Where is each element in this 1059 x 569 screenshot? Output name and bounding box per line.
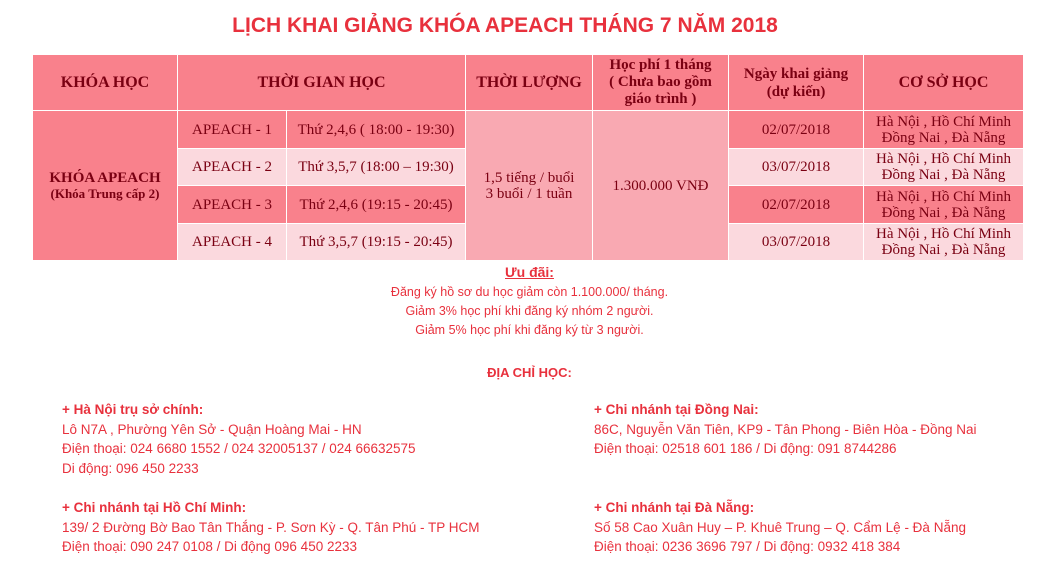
header-fee-line1: Học phí 1 tháng [609, 57, 712, 73]
class-time: Thứ 2,4,6 ( 18:00 - 19:30) [287, 111, 466, 149]
page-title: LỊCH KHAI GIẢNG KHÓA APEACH THÁNG 7 NĂM 2018 [232, 14, 778, 37]
branch-phone: Điện thoại: 090 247 0108 / Di động 096 450 2233 [62, 539, 357, 554]
location-cell [864, 186, 1024, 224]
schedule-table [32, 54, 1024, 261]
table-header-row [33, 55, 1024, 111]
branch-dongnai [594, 400, 976, 459]
location-line1: Hà Nội , Hồ Chí Minh [876, 151, 1012, 167]
branch-title: + Chi nhánh tại Đà Nẵng: [594, 500, 755, 515]
branch-phone: Điện thoại: 024 6680 1552 / 024 32005137 / 024 66632575 [62, 441, 416, 456]
header-time: THỜI GIAN HỌC [178, 55, 466, 111]
location-line2: Đồng Nai , Đà Nẵng [881, 129, 1006, 146]
header-duration: THỜI LƯỢNG [466, 55, 593, 111]
location-line1: Hà Nội , Hồ Chí Minh [876, 113, 1012, 130]
branch-danang [594, 498, 966, 557]
duration-line1: 1,5 tiếng / buổi [483, 169, 575, 186]
location-line1: Hà Nội , Hồ Chí Minh [876, 226, 1012, 242]
duration-line2: 3 buổi / 1 tuần [485, 185, 573, 202]
branch-address: Số 58 Cao Xuân Huy – P. Khuê Trung – Q. Cẩm Lệ - Đà Nẵng [594, 519, 966, 535]
offer-item: Giảm 3% học phí khi đăng ký nhóm 2 người. [405, 304, 654, 318]
header-location: CƠ SỞ HỌC [864, 55, 1024, 111]
course-level: (Khóa Trung cấp 2) [50, 185, 160, 201]
branch-phone: Điện thoại: 02518 601 186 / Di động: 091 8744286 [594, 441, 897, 456]
header-course: KHÓA HỌC [33, 55, 178, 111]
class-time: Thứ 3,5,7 (18:00 – 19:30) [287, 149, 466, 186]
fee-cell: 1.300.000 VNĐ [593, 111, 729, 261]
address-heading: ĐỊA CHỈ HỌC: [487, 365, 572, 380]
start-date: 02/07/2018 [729, 111, 864, 149]
branch-phone: Điện thoại: 0236 3696 797 / Di động: 0932 418 384 [594, 539, 901, 554]
start-date: 03/07/2018 [729, 149, 864, 186]
class-name: APEACH - 4 [178, 224, 287, 261]
location-line2: Đồng Nai , Đà Nẵng [881, 204, 1006, 221]
class-name: APEACH - 3 [178, 186, 287, 224]
header-fee-line3: giáo trình ) [624, 91, 697, 107]
branch-title: + Hà Nội trụ sở chính: [62, 402, 204, 417]
duration-cell [466, 111, 593, 261]
branch-title: + Chi nhánh tại Hồ Chí Minh: [62, 500, 247, 515]
location-cell [864, 111, 1024, 149]
branch-address: 86C, Nguyễn Văn Tiên, KP9 - Tân Phong - Biên Hòa - Đồng Nai [594, 421, 977, 437]
offer-item: Đăng ký hồ sơ du học giảm còn 1.100.000/ tháng. [390, 285, 669, 299]
start-date: 03/07/2018 [729, 224, 864, 261]
start-date: 02/07/2018 [729, 186, 864, 224]
branch-mobile: Di động: 096 450 2233 [62, 460, 199, 476]
location-line2: Đồng Nai , Đà Nẵng [881, 167, 1006, 183]
table-row [33, 111, 1024, 149]
branch-address: 139/ 2 Đường Bờ Bao Tân Thắng - P. Sơn Kỳ - Q. Tân Phú - TP HCM [62, 519, 480, 535]
header-start-line2: (dự kiến) [766, 83, 826, 100]
class-name: APEACH - 1 [178, 111, 287, 149]
location-line2: Đồng Nai , Đà Nẵng [881, 242, 1006, 258]
course-name: KHÓA APEACH [49, 169, 161, 186]
header-fee-line2: ( Chưa bao gồm [609, 74, 712, 90]
branch-address: Lô N7A , Phường Yên Sở - Quận Hoàng Mai - HN [62, 421, 362, 437]
branch-title: + Chi nhánh tại Đồng Nai: [594, 402, 759, 417]
course-name-cell [33, 111, 178, 261]
header-start-line1: Ngày khai giảng [743, 65, 849, 82]
offers-heading: Ưu đãi: [505, 264, 554, 280]
location-cell [864, 149, 1024, 186]
location-cell [864, 224, 1024, 261]
class-time: Thứ 2,4,6 (19:15 - 20:45) [287, 186, 466, 224]
location-line1: Hà Nội , Hồ Chí Minh [876, 188, 1012, 205]
header-fee [593, 55, 729, 111]
class-name: APEACH - 2 [178, 149, 287, 186]
offer-item: Giảm 5% học phí khi đăng ký từ 3 người. [415, 323, 644, 337]
branch-hanoi [62, 400, 416, 478]
header-start-date [729, 55, 864, 111]
class-time: Thứ 3,5,7 (19:15 - 20:45) [287, 224, 466, 261]
branch-hcm [62, 498, 480, 557]
